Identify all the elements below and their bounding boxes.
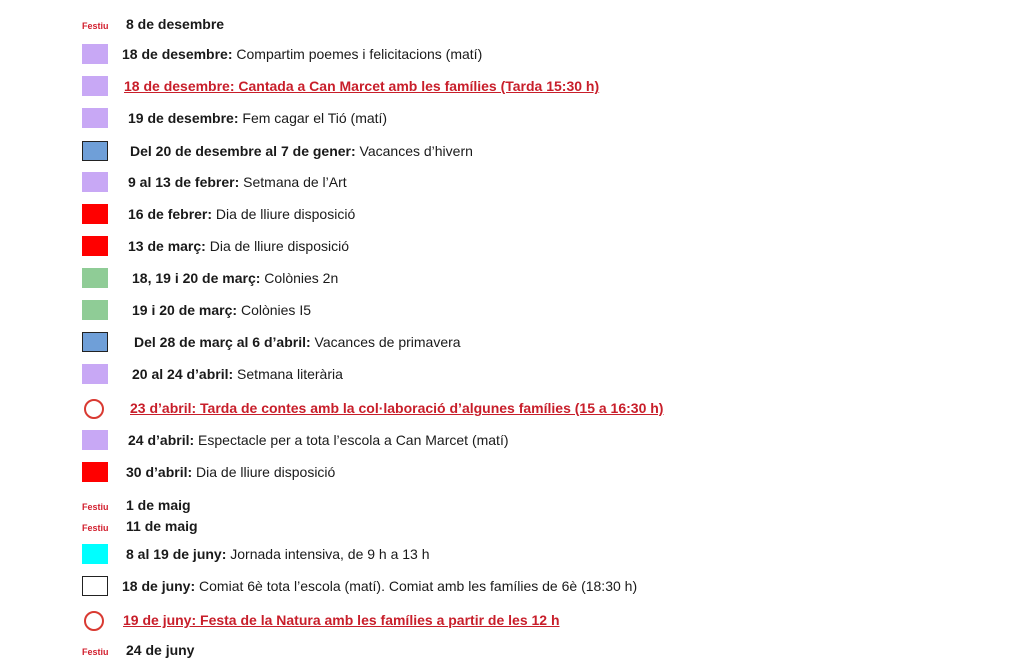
entry-description: Comiat 6è tota l’escola (matí). Comiat amb les famílies de 6è (18:30 h) xyxy=(195,578,638,594)
entry-description: Vacances de primavera xyxy=(310,334,461,350)
outline-marker-icon xyxy=(82,576,108,596)
festiu-label: Festiu xyxy=(82,502,109,512)
entry-text xyxy=(128,174,347,190)
entry-date: 11 de maig xyxy=(126,518,198,534)
entry-date: 8 de desembre xyxy=(126,16,225,32)
festiu-label: Festiu xyxy=(82,523,109,533)
lilac-square-marker-icon xyxy=(82,172,108,192)
entry-text xyxy=(132,302,311,318)
festiu-label: Festiu xyxy=(82,21,109,31)
calendar-entry xyxy=(0,44,1000,68)
circle-marker-icon xyxy=(84,611,104,631)
calendar-entry xyxy=(0,462,1000,486)
lilac-square-marker-icon xyxy=(82,76,108,96)
entry-date: 1 de maig xyxy=(126,497,191,513)
entry-date: 13 de març: xyxy=(128,238,206,254)
entry-date: 30 d’abril: xyxy=(126,464,193,480)
entry-description: Dia de lliure disposició xyxy=(212,206,356,222)
calendar-entry xyxy=(0,544,1000,568)
lilac-square-marker-icon xyxy=(82,364,108,384)
lilac-square-marker-icon xyxy=(82,108,108,128)
calendar-entry xyxy=(0,141,1000,165)
entry-description: Setmana literària xyxy=(233,366,343,382)
entry-text xyxy=(132,366,343,382)
green-square-marker-icon xyxy=(82,300,108,320)
calendar-entry xyxy=(0,516,1000,540)
entry-description: Espectacle per a tota l’escola a Can Marcet (matí) xyxy=(194,432,509,448)
entry-date: 8 al 19 de juny: xyxy=(126,546,227,562)
cyan-square-marker-icon xyxy=(82,544,108,564)
entry-text xyxy=(128,238,349,254)
vacation-marker-icon xyxy=(82,332,108,352)
entry-date: 18 de juny: xyxy=(122,578,196,594)
calendar-entry xyxy=(0,364,1000,388)
calendar-entry xyxy=(0,610,1000,634)
entry-text xyxy=(126,497,191,513)
entry-text xyxy=(126,518,198,534)
entry-date: 18 de desembre: xyxy=(122,46,233,62)
calendar-entry xyxy=(0,398,1000,422)
calendar-entry xyxy=(0,108,1000,132)
lilac-square-marker-icon xyxy=(82,44,108,64)
circle-marker-icon xyxy=(84,399,104,419)
entry-date: Del 20 de desembre al 7 de gener: xyxy=(130,143,356,159)
entry-date: 24 d’abril: xyxy=(128,432,195,448)
red-square-marker-icon xyxy=(82,462,108,482)
festiu-label: Festiu xyxy=(82,647,109,657)
calendar-entry xyxy=(0,332,1000,356)
entry-description: Compartim poemes i felicitacions (matí) xyxy=(232,46,483,62)
entry-text xyxy=(130,143,473,159)
entry-description: Colònies I5 xyxy=(237,302,311,318)
highlighted-event-text: 19 de juny: Festa de la Natura amb les famílies a partir de les 12 h xyxy=(123,612,560,628)
green-square-marker-icon xyxy=(82,268,108,288)
entry-description: Dia de lliure disposició xyxy=(205,238,350,254)
entry-date: 19 i 20 de març: xyxy=(132,302,238,318)
entry-text xyxy=(128,206,355,222)
entry-date: Del 28 de març al 6 d’abril: xyxy=(134,334,311,350)
calendar-entry xyxy=(0,640,1000,664)
entry-description: Fem cagar el Tió (matí) xyxy=(238,110,388,126)
entry-text xyxy=(128,432,509,448)
entry-text xyxy=(126,642,194,658)
entry-text xyxy=(132,270,338,286)
entry-text xyxy=(122,578,637,594)
calendar-entry xyxy=(0,76,1000,100)
entry-date: 9 al 13 de febrer: xyxy=(128,174,240,190)
red-square-marker-icon xyxy=(82,236,108,256)
entry-description: Colònies 2n xyxy=(260,270,339,286)
red-square-marker-icon xyxy=(82,204,108,224)
highlighted-event-text: 23 d’abril: Tarda de contes amb la col·laboració d’algunes famílies (15 a 16:30 h) xyxy=(130,400,664,416)
entry-text xyxy=(122,46,482,62)
entry-date: 19 de desembre: xyxy=(128,110,239,126)
entry-text xyxy=(126,546,430,562)
calendar-entry xyxy=(0,268,1000,292)
entry-text xyxy=(128,110,387,126)
entry-description: Dia de lliure disposició xyxy=(192,464,336,480)
lilac-square-marker-icon xyxy=(82,430,108,450)
entry-text xyxy=(126,16,224,32)
entry-description: Vacances d’hivern xyxy=(355,143,473,159)
calendar-entry xyxy=(0,204,1000,228)
calendar-entry xyxy=(0,300,1000,324)
calendar-entry xyxy=(0,430,1000,454)
entry-description: Jornada intensiva, de 9 h a 13 h xyxy=(226,546,430,562)
entry-date: 18, 19 i 20 de març: xyxy=(132,270,261,286)
calendar-entry xyxy=(0,14,1000,38)
highlighted-event-text: 18 de desembre: Cantada a Can Marcet amb les famílies (Tarda 15:30 h) xyxy=(124,78,600,94)
entry-date: 24 de juny xyxy=(126,642,195,658)
vacation-marker-icon xyxy=(82,141,108,161)
entry-description: Setmana de l’Art xyxy=(239,174,347,190)
entry-text xyxy=(134,334,461,350)
calendar-entry xyxy=(0,576,1000,600)
calendar-entry xyxy=(0,236,1000,260)
entry-text xyxy=(126,464,335,480)
entry-date: 20 al 24 d’abril: xyxy=(132,366,234,382)
calendar-entry xyxy=(0,172,1000,196)
entry-date: 16 de febrer: xyxy=(128,206,213,222)
